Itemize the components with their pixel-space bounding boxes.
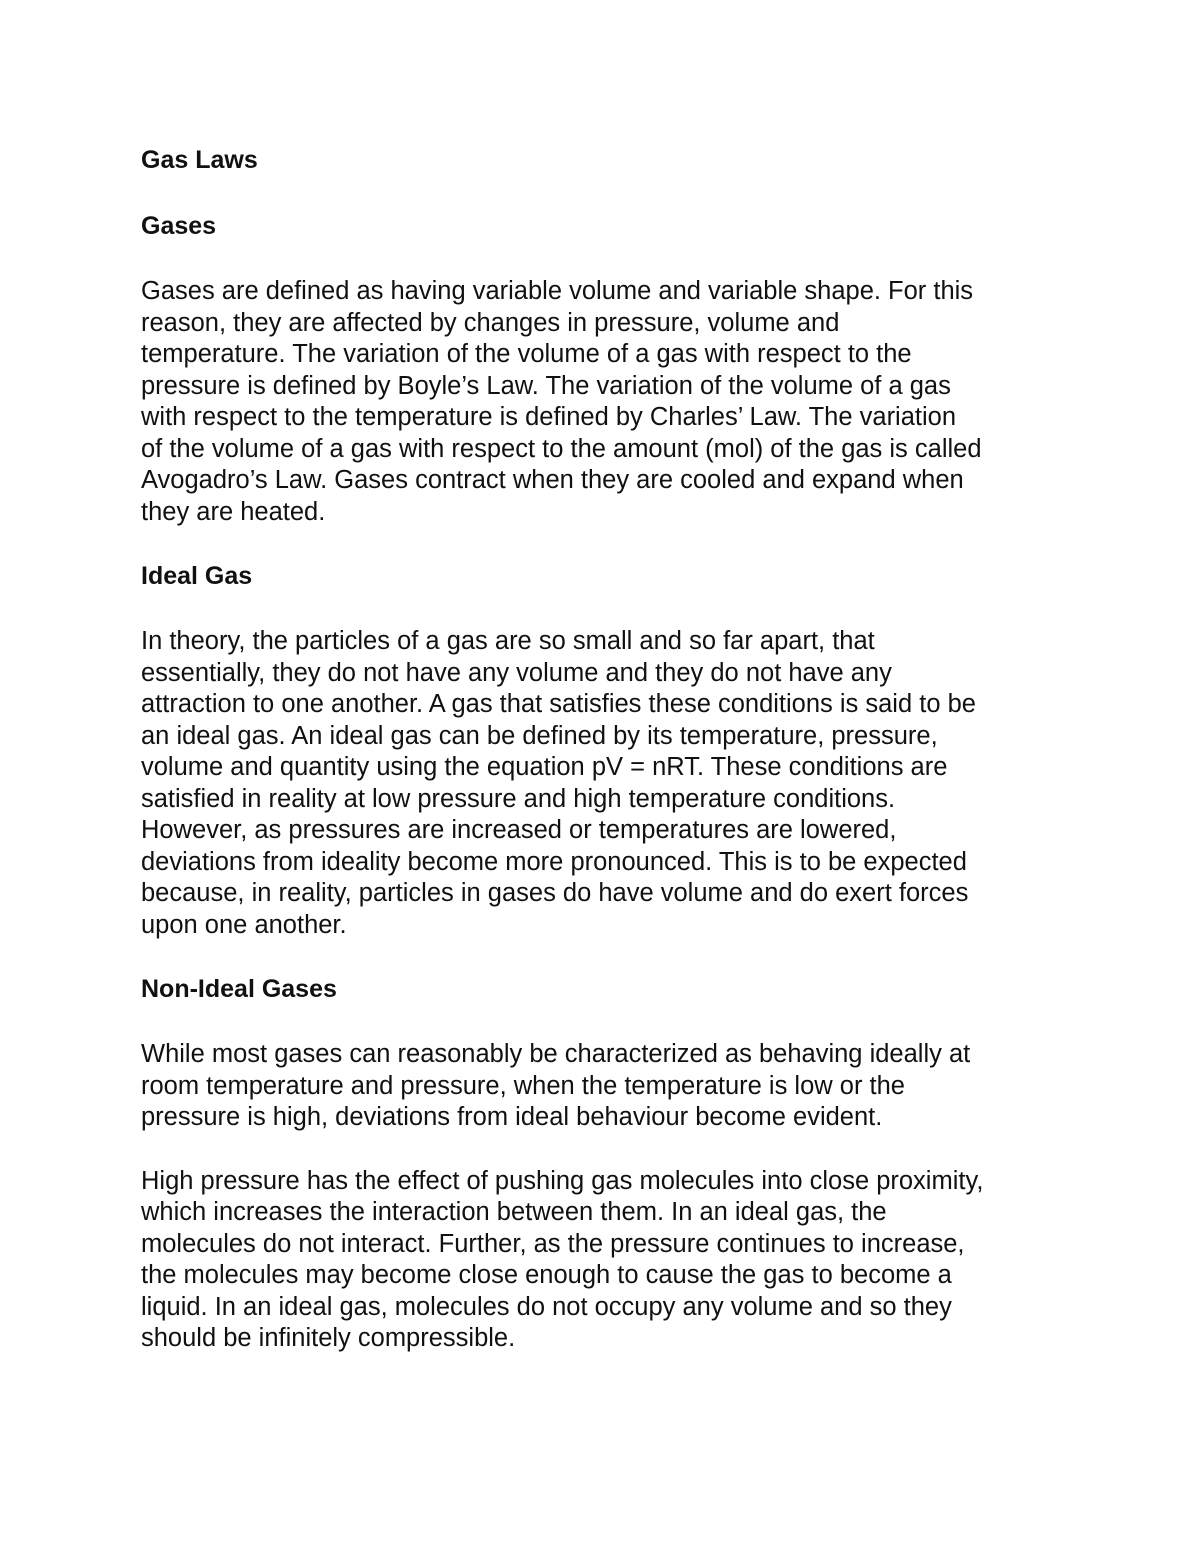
paragraph-line: liquid. In an ideal gas, molecules do not occupy any volume and so they: [141, 1292, 952, 1321]
paragraph-line: pressure is defined by Boyle’s Law. The variation of the volume of a gas: [141, 371, 951, 400]
paragraph-line: In theory, the particles of a gas are so small and so far apart, that: [141, 627, 875, 655]
document-title: Gas Laws: [141, 146, 258, 174]
section-ideal-gas: [141, 560, 1081, 941]
section-heading: Gases: [141, 212, 217, 240]
section-gases: [141, 210, 1081, 528]
paragraph-line: of the volume of a gas with respect to the amount (mol) of the gas is called: [141, 434, 982, 463]
paragraph-line: molecules do not interact. Further, as the pressure continues to increase,: [141, 1229, 965, 1258]
section-heading: Ideal Gas: [141, 562, 253, 590]
paragraph-line: Avogadro’s Law. Gases contract when they are cooled and expand when: [141, 466, 964, 494]
paragraph-line: because, in reality, particles in gases do have volume and do exert forces: [141, 879, 969, 907]
paragraph-line: upon one another.: [141, 910, 347, 939]
paragraph-line: deviations from ideality become more pronounced. This is to be expected: [141, 847, 967, 876]
paragraph-line: reason, they are affected by changes in pressure, volume and: [141, 308, 840, 337]
paragraph-line: should be infinitely compressible.: [141, 1324, 516, 1352]
paragraph-line: room temperature and pressure, when the temperature is low or the: [141, 1071, 905, 1100]
paragraph: [141, 626, 1081, 941]
paragraph-line: However, as pressures are increased or temperatures are lowered,: [141, 816, 897, 844]
paragraph-line: they are heated.: [141, 497, 326, 526]
paragraph-line: the molecules may become close enough to cause the gas to become a: [141, 1261, 952, 1289]
paragraph-line: satisfied in reality at low pressure and high temperature conditions.: [141, 784, 896, 813]
paragraph-line: While most gases can reasonably be characterized as behaving ideally at: [141, 1040, 971, 1068]
paragraph-line: temperature. The variation of the volume of a gas with respect to the: [141, 340, 912, 368]
paragraph-line: pressure is high, deviations from ideal behaviour become evident.: [141, 1103, 883, 1131]
paragraph-line: which increases the interaction between them. In an ideal gas, the: [141, 1198, 887, 1226]
paragraph: [141, 276, 1081, 528]
document-body: [141, 210, 1081, 1355]
paragraph-line: attraction to one another. A gas that satisfies these conditions is said to be: [141, 690, 976, 718]
paragraph-line: Gases are defined as having variable volume and variable shape. For this: [141, 277, 974, 305]
section-non-ideal-gases: [141, 973, 1081, 1355]
paragraph-line: an ideal gas. An ideal gas can be defined by its temperature, pressure,: [141, 721, 938, 750]
paragraph-line: volume and quantity using the equation pV = nRT. These conditions are: [141, 753, 948, 781]
paragraph: [141, 1039, 1081, 1134]
document-page: [141, 144, 1081, 1387]
section-heading: Non-Ideal Gases: [141, 975, 337, 1003]
paragraph-line: with respect to the temperature is defined by Charles’ Law. The variation: [141, 403, 957, 431]
paragraph-line: essentially, they do not have any volume and they do not have any: [141, 658, 892, 687]
paragraph: [141, 1166, 1081, 1355]
paragraph-line: High pressure has the effect of pushing gas molecules into close proximity,: [141, 1166, 984, 1195]
